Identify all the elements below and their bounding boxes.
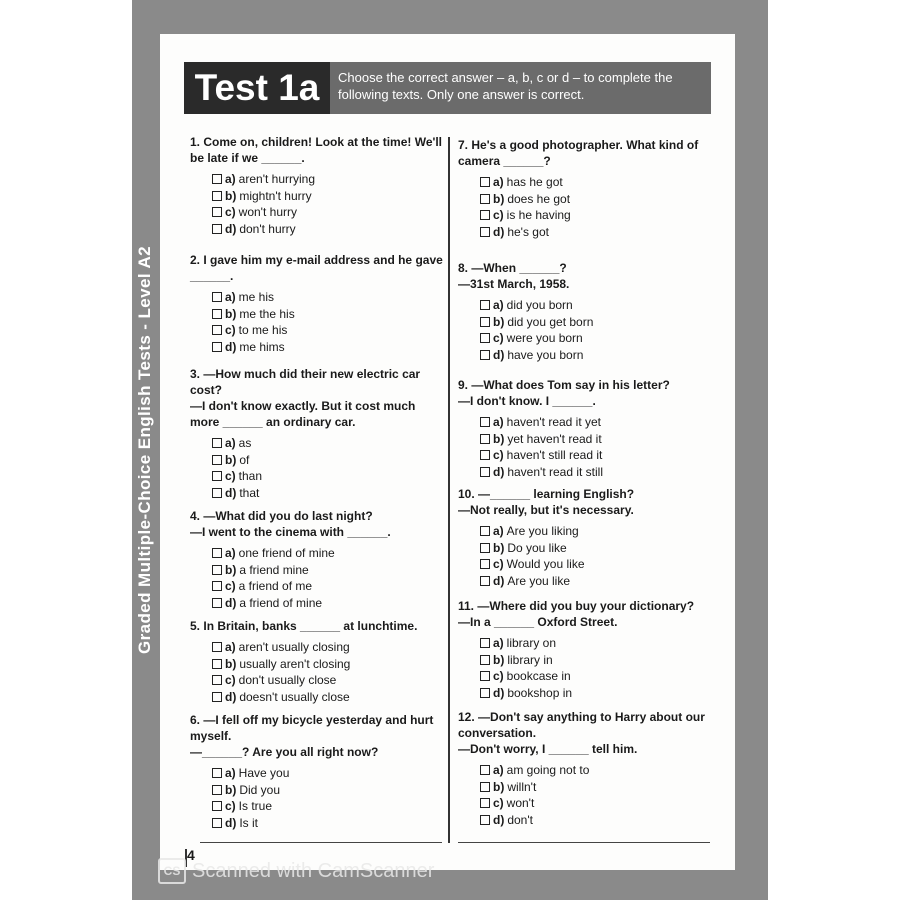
option-letter: b): [493, 652, 505, 667]
option-text: willn't: [507, 779, 537, 794]
checkbox-icon[interactable]: [480, 227, 490, 237]
option-letter: c): [493, 331, 504, 345]
option-text: did you get born: [507, 314, 594, 329]
checkbox-icon[interactable]: [212, 342, 222, 352]
option-text: did you born: [506, 298, 573, 312]
option-letter: d): [493, 224, 505, 239]
option-text: usually aren't closing: [239, 656, 351, 671]
checkbox-icon[interactable]: [480, 450, 490, 460]
question-number: 4.: [190, 509, 201, 523]
answer-option[interactable]: [212, 798, 445, 815]
question-number: 11.: [458, 599, 475, 613]
question-prompt: —When ______? —31st March, 1958.: [458, 261, 570, 291]
option-letter: d): [493, 573, 505, 588]
checkbox-icon[interactable]: [480, 434, 490, 444]
checkbox-icon[interactable]: [480, 638, 490, 648]
option-letter: c): [493, 448, 504, 462]
question-number: 6.: [190, 713, 201, 727]
option-text: that: [239, 485, 260, 500]
option-letter: c): [225, 579, 236, 593]
option-text: has he got: [506, 175, 563, 189]
question-text: [458, 486, 713, 518]
option-letter: d): [493, 464, 505, 479]
option-text: aren't hurrying: [238, 172, 316, 186]
option-letter: a): [493, 298, 504, 312]
option-text: a friend of mine: [239, 595, 323, 610]
checkbox-icon[interactable]: [212, 325, 222, 335]
option-letter: c): [493, 796, 504, 810]
answer-option[interactable]: [212, 578, 445, 595]
camscanner-logo-icon: CS: [158, 858, 186, 884]
option-text: one friend of mine: [238, 546, 335, 560]
option-text: won't hurry: [238, 205, 297, 219]
option-text: of: [239, 452, 250, 467]
question-7: [458, 137, 713, 240]
option-text: doesn't usually close: [239, 689, 350, 704]
question-number: 10.: [458, 487, 475, 501]
checkbox-icon[interactable]: [480, 782, 490, 792]
answer-option[interactable]: [212, 452, 445, 469]
answer-option[interactable]: [212, 188, 445, 205]
option-text: bookshop in: [507, 685, 573, 700]
checkbox-icon[interactable]: [480, 688, 490, 698]
checkbox-icon[interactable]: [480, 798, 490, 808]
answer-option[interactable]: [212, 639, 445, 656]
checkbox-icon[interactable]: [212, 548, 222, 558]
checkbox-icon[interactable]: [480, 333, 490, 343]
question-prompt: —What did you do last night? —I went to the cinema with ______.: [190, 509, 391, 539]
answer-option[interactable]: [212, 339, 445, 356]
question-11: [458, 598, 713, 701]
option-text: yet haven't read it: [507, 431, 602, 446]
answer-option[interactable]: [212, 435, 445, 452]
answer-option[interactable]: [480, 779, 713, 796]
option-text: Have you: [238, 766, 290, 780]
option-letter: d): [225, 689, 237, 704]
question-number: 3.: [190, 367, 201, 381]
checkbox-icon[interactable]: [480, 543, 490, 553]
option-letter: d): [225, 595, 237, 610]
answer-option[interactable]: [212, 765, 445, 782]
question-prompt: —What does Tom say in his letter? —I don't know. I ______.: [458, 378, 670, 408]
answer-option[interactable]: [212, 672, 445, 689]
option-text: library in: [507, 652, 553, 667]
answer-option[interactable]: [212, 656, 445, 673]
option-letter: b): [225, 188, 237, 203]
option-text: a friend of me: [238, 579, 313, 593]
checkbox-icon[interactable]: [212, 174, 222, 184]
checkbox-icon[interactable]: [480, 194, 490, 204]
option-letter: d): [225, 485, 237, 500]
test-title: Test 1a: [184, 62, 330, 114]
checkbox-icon[interactable]: [480, 576, 490, 586]
question-10: [458, 486, 713, 589]
question-9: [458, 377, 713, 480]
answer-option[interactable]: [212, 815, 445, 832]
checkbox-icon[interactable]: [212, 659, 222, 669]
answer-option[interactable]: [480, 573, 713, 590]
checkbox-icon[interactable]: [212, 224, 222, 234]
question-prompt: —______ learning English? —Not really, but it's necessary.: [458, 487, 635, 517]
checkbox-icon[interactable]: [212, 207, 222, 217]
option-text: me hims: [239, 339, 285, 354]
option-letter: c): [493, 669, 504, 683]
question-text: [458, 377, 713, 409]
option-letter: b): [493, 314, 505, 329]
answer-option[interactable]: [212, 306, 445, 323]
checkbox-icon[interactable]: [480, 177, 490, 187]
answer-option[interactable]: [480, 464, 713, 481]
question-text: [190, 618, 445, 634]
option-letter: b): [225, 452, 237, 467]
option-text: am going not to: [506, 763, 590, 777]
option-text: Is it: [239, 815, 258, 830]
checkbox-icon[interactable]: [212, 309, 222, 319]
option-letter: d): [225, 221, 237, 236]
question-text: [458, 709, 713, 757]
option-letter: b): [493, 540, 505, 555]
option-text: as: [238, 436, 252, 450]
answer-option[interactable]: [480, 191, 713, 208]
checkbox-icon[interactable]: [480, 815, 490, 825]
question-text: [458, 137, 713, 169]
option-letter: b): [225, 562, 237, 577]
option-text: he's got: [507, 224, 549, 239]
option-letter: c): [225, 469, 236, 483]
checkbox-icon[interactable]: [212, 438, 222, 448]
question-text: [190, 366, 445, 430]
checkbox-icon[interactable]: [480, 671, 490, 681]
answer-option[interactable]: [480, 314, 713, 331]
answer-option[interactable]: [480, 297, 713, 314]
answer-option[interactable]: [480, 652, 713, 669]
option-letter: a): [493, 763, 504, 777]
question-prompt: —I fell off my bicycle yesterday and hurt myself. —______? Are you all right now?: [190, 713, 434, 759]
option-letter: b): [493, 779, 505, 794]
question-prompt: In Britain, banks ______ at lunchtime.: [203, 619, 418, 633]
option-text: Are you liking: [506, 524, 579, 538]
checkbox-icon[interactable]: [212, 642, 222, 652]
question-text: [190, 134, 445, 166]
checkbox-icon[interactable]: [212, 675, 222, 685]
answer-option[interactable]: [480, 812, 713, 829]
answer-option[interactable]: [212, 595, 445, 612]
answer-option[interactable]: [480, 523, 713, 540]
option-letter: c): [225, 673, 236, 687]
checkbox-icon[interactable]: [212, 598, 222, 608]
question-12: [458, 709, 713, 828]
question-1: [190, 134, 445, 237]
checkbox-icon[interactable]: [212, 191, 222, 201]
answer-option[interactable]: [480, 414, 713, 431]
footer-rule-right: [458, 842, 710, 843]
checkbox-icon[interactable]: [212, 455, 222, 465]
answer-option[interactable]: [212, 485, 445, 502]
answer-option[interactable]: [212, 562, 445, 579]
question-prompt: —Don't say anything to Harry about our conversation. —Don't worry, I ______ tell him.: [458, 710, 705, 756]
answer-option[interactable]: [212, 468, 445, 485]
option-letter: a): [225, 436, 236, 450]
option-letter: d): [225, 339, 237, 354]
answer-option[interactable]: [480, 556, 713, 573]
answer-option[interactable]: [480, 540, 713, 557]
option-letter: b): [225, 782, 237, 797]
question-text: [190, 508, 445, 540]
option-text: Did you: [239, 782, 281, 797]
option-text: were you born: [506, 331, 583, 345]
checkbox-icon[interactable]: [212, 488, 222, 498]
option-text: don't usually close: [238, 673, 337, 687]
question-6: [190, 712, 445, 831]
option-letter: c): [493, 557, 504, 571]
checkbox-icon[interactable]: [212, 471, 222, 481]
option-letter: a): [225, 546, 236, 560]
question-number: 8.: [458, 261, 469, 275]
checkbox-icon[interactable]: [480, 526, 490, 536]
option-text: does he got: [507, 191, 571, 206]
option-text: a friend mine: [239, 562, 309, 577]
question-number: 5.: [190, 619, 201, 633]
option-letter: c): [493, 208, 504, 222]
checkbox-icon[interactable]: [480, 765, 490, 775]
question-number: 1.: [190, 135, 201, 149]
question-text: [190, 252, 445, 284]
watermark-text: Scanned with CamScanner: [192, 859, 435, 882]
answer-option[interactable]: [480, 668, 713, 685]
checkbox-icon[interactable]: [212, 565, 222, 575]
question-prompt: —Where did you buy your dictionary? —In a ______ Oxford Street.: [458, 599, 695, 629]
option-text: haven't still read it: [506, 448, 603, 462]
option-text: haven't read it yet: [506, 415, 602, 429]
test-header: [184, 62, 711, 114]
checkbox-icon[interactable]: [480, 559, 490, 569]
checkbox-icon[interactable]: [480, 350, 490, 360]
question-3: [190, 366, 445, 501]
option-text: me his: [238, 290, 275, 304]
question-number: 2.: [190, 253, 201, 267]
question-prompt: Come on, children! Look at the time! We'll be late if we ______.: [190, 135, 443, 165]
option-text: than: [238, 469, 263, 483]
answer-option[interactable]: [480, 224, 713, 241]
checkbox-icon[interactable]: [480, 300, 490, 310]
option-letter: a): [225, 766, 236, 780]
option-letter: c): [225, 799, 236, 813]
question-5: [190, 618, 445, 705]
option-letter: a): [225, 172, 236, 186]
column-divider: [448, 137, 450, 843]
answer-option[interactable]: [212, 289, 445, 306]
answer-option[interactable]: [480, 330, 713, 347]
option-letter: a): [225, 290, 236, 304]
checkbox-icon[interactable]: [212, 292, 222, 302]
option-letter: d): [493, 812, 505, 827]
option-letter: a): [493, 636, 504, 650]
option-text: library on: [506, 636, 557, 650]
option-text: mightn't hurry: [239, 188, 312, 203]
answer-option[interactable]: [480, 431, 713, 448]
question-prompt: He's a good photographer. What kind of camera ______?: [458, 138, 699, 168]
option-letter: b): [225, 306, 237, 321]
option-text: bookcase in: [506, 669, 571, 683]
answer-option[interactable]: [480, 795, 713, 812]
option-text: Is true: [238, 799, 273, 813]
page-number: 4: [187, 847, 195, 863]
answer-option[interactable]: [212, 322, 445, 339]
answer-option[interactable]: [212, 545, 445, 562]
option-text: don't hurry: [239, 221, 296, 236]
checkbox-icon[interactable]: [480, 210, 490, 220]
checkbox-icon[interactable]: [212, 581, 222, 591]
checkbox-icon[interactable]: [480, 417, 490, 427]
option-letter: c): [225, 323, 236, 337]
option-text: have you born: [507, 347, 584, 362]
question-text: [190, 712, 445, 760]
question-number: 9.: [458, 378, 469, 392]
option-text: to me his: [238, 323, 288, 337]
answer-option[interactable]: [480, 347, 713, 364]
option-text: don't: [507, 812, 533, 827]
option-text: Would you like: [506, 557, 585, 571]
page-sheet: [160, 34, 735, 870]
answer-option[interactable]: [480, 685, 713, 702]
answer-option[interactable]: [212, 689, 445, 706]
answer-option[interactable]: [212, 171, 445, 188]
answer-option[interactable]: [480, 762, 713, 779]
checkbox-icon[interactable]: [212, 692, 222, 702]
checkbox-icon[interactable]: [212, 801, 222, 811]
footer-rule-left: [200, 842, 442, 843]
option-letter: b): [225, 656, 237, 671]
question-text: [458, 260, 713, 292]
checkbox-icon[interactable]: [480, 317, 490, 327]
checkbox-icon[interactable]: [480, 655, 490, 665]
option-letter: a): [493, 415, 504, 429]
camscanner-watermark: [158, 858, 434, 884]
option-text: haven't read it still: [507, 464, 603, 479]
answer-option[interactable]: [212, 221, 445, 238]
question-8: [458, 260, 713, 363]
option-letter: b): [493, 191, 505, 206]
answer-option[interactable]: [480, 207, 713, 224]
checkbox-icon[interactable]: [212, 768, 222, 778]
option-letter: a): [493, 524, 504, 538]
answer-option[interactable]: [212, 204, 445, 221]
question-4: [190, 508, 445, 611]
question-number: 12.: [458, 710, 475, 724]
spine-title: Graded Multiple-Choice English Tests - Level A2: [135, 246, 154, 654]
option-letter: d): [493, 347, 505, 362]
question-prompt: I gave him my e-mail address and he gave ______.: [190, 253, 443, 283]
option-letter: a): [493, 175, 504, 189]
question-prompt: —How much did their new electric car cost? —I don't know exactly. But it cost much more ______ an ordinary car.: [190, 367, 421, 429]
checkbox-icon[interactable]: [212, 785, 222, 795]
checkbox-icon[interactable]: [212, 818, 222, 828]
answer-option[interactable]: [480, 447, 713, 464]
option-letter: d): [225, 815, 237, 830]
option-text: is he having: [506, 208, 571, 222]
option-letter: d): [493, 685, 505, 700]
question-2: [190, 252, 445, 355]
question-number: 7.: [458, 138, 469, 152]
option-text: aren't usually closing: [238, 640, 350, 654]
question-text: [458, 598, 713, 630]
option-text: me the his: [239, 306, 295, 321]
answer-option[interactable]: [480, 635, 713, 652]
option-letter: c): [225, 205, 236, 219]
option-text: Are you like: [507, 573, 571, 588]
option-text: won't: [506, 796, 535, 810]
checkbox-icon[interactable]: [480, 467, 490, 477]
answer-option[interactable]: [212, 782, 445, 799]
answer-option[interactable]: [480, 174, 713, 191]
option-text: Do you like: [507, 540, 567, 555]
option-letter: a): [225, 640, 236, 654]
test-instructions: Choose the correct answer – a, b, c or d – to complete the following texts. Only one answer is correct.: [338, 70, 673, 102]
option-letter: b): [493, 431, 505, 446]
